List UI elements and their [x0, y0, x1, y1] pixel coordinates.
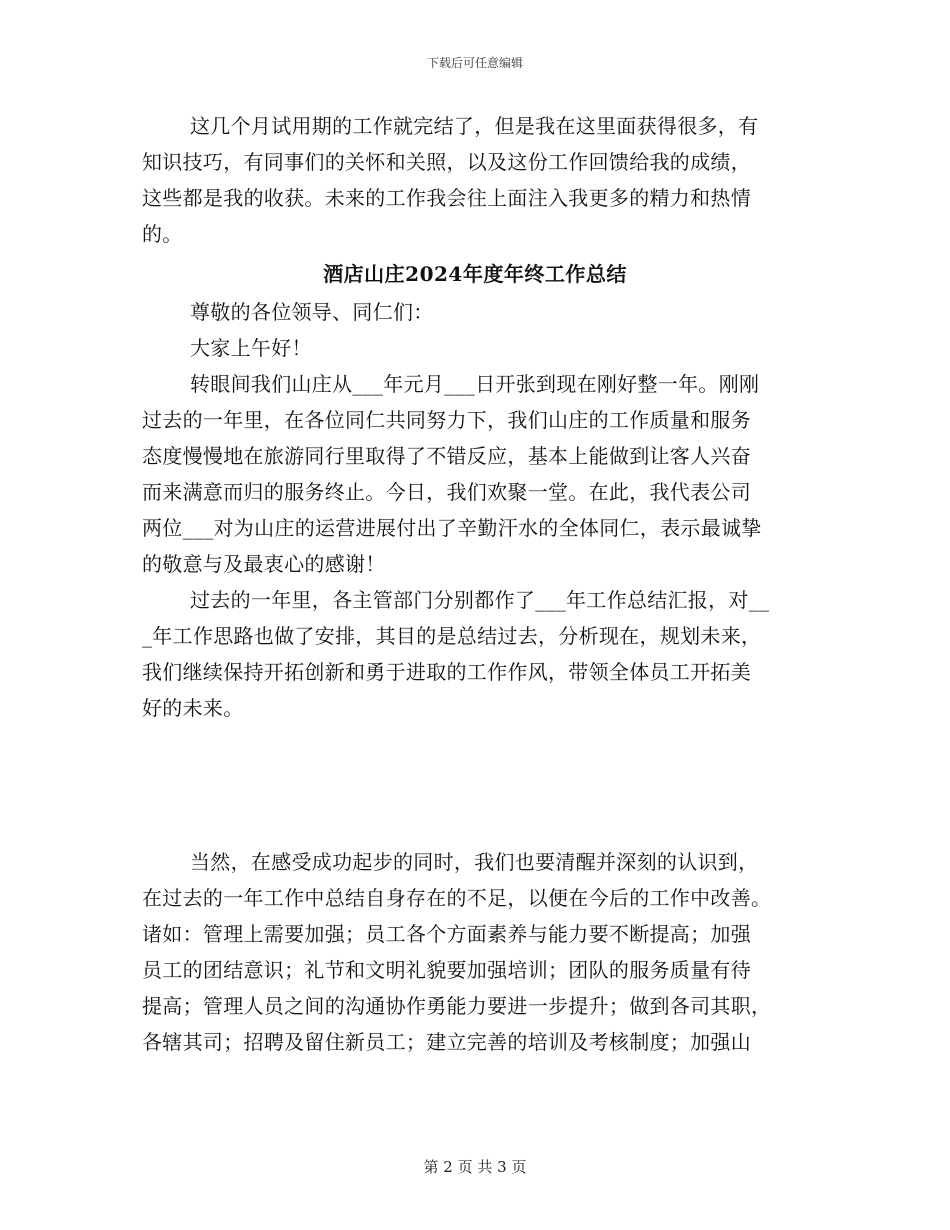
text-line: 两位___对为山庄的运营进展付出了辛勤汗水的全体同仁，表示最诚挚 — [142, 516, 762, 540]
text-line: 我们继续保持开拓创新和勇于进取的工作作风，带领全体员工开拓美 — [142, 660, 751, 684]
page-header: 下载后可任意编辑 — [426, 56, 523, 70]
text-line: 员工的团结意识；礼节和文明礼貌要加强培训；团队的服务质量有待 — [142, 958, 751, 982]
text-line: _年工作思路也做了安排，其目的是总结过去，分析现在，规划未来， — [142, 624, 762, 648]
paragraph-shortcomings — [142, 844, 810, 1060]
text-line: 这些都是我的收获。未来的工作我会往上面注入我更多的精力和热情 — [142, 186, 751, 210]
text-line: 而来满意而归的服务终止。今日，我们欢聚一堂。在此，我代表公司 — [142, 480, 751, 504]
text-line: 态度慢慢地在旅游同行里取得了不错反应，基本上能做到让客人兴奋 — [142, 444, 751, 468]
text-line: 当然，在感受成功起步的同时，我们也要清醒并深刻的认识到， — [190, 850, 759, 874]
text-line: 诸如：管理上需要加强；员工各个方面素养与能力要不断提高；加强 — [142, 922, 751, 946]
text-line: 好的未来。 — [142, 696, 244, 720]
text-line: 知识技巧，有同事们的关怀和关照，以及这份工作回馈给我的成绩， — [142, 150, 751, 174]
text-line: 的敬意与及最衷心的感谢！ — [142, 552, 386, 576]
text-line: 提高；管理人员之间的沟通协作勇能力要进一步提升；做到各司其职， — [142, 994, 772, 1018]
text-line: 转眼间我们山庄从___年元月___日开张到现在刚好整一年。刚刚 — [190, 372, 760, 396]
text-line: 在过去的一年工作中总结自身存在的不足，以便在今后的工作中改善。 — [142, 886, 772, 910]
text-line: 各辖其司；招聘及留住新员工；建立完善的培训及考核制度；加强山 — [142, 1030, 751, 1054]
page-number-footer: 第 2 页 共 3 页 — [423, 1158, 527, 1176]
paragraph-probation-summary — [142, 108, 810, 252]
greeting: 大家上午好！ — [190, 336, 312, 360]
text-line: 过去的一年里，在各位同仁共同努力下，我们山庄的工作质量和服务 — [142, 408, 751, 432]
salutation: 尊敬的各位领导、同仁们： — [190, 300, 434, 324]
text-line: 这几个月试用期的工作就完结了，但是我在这里面获得很多，有 — [190, 114, 759, 138]
document-title: 酒店山庄2024年度年终工作总结 — [323, 262, 627, 286]
text-line: 的。 — [142, 222, 183, 246]
speech-body — [142, 294, 810, 726]
text-line: 过去的一年里，各主管部门分别都作了___年工作总结汇报，对__ — [190, 588, 770, 612]
